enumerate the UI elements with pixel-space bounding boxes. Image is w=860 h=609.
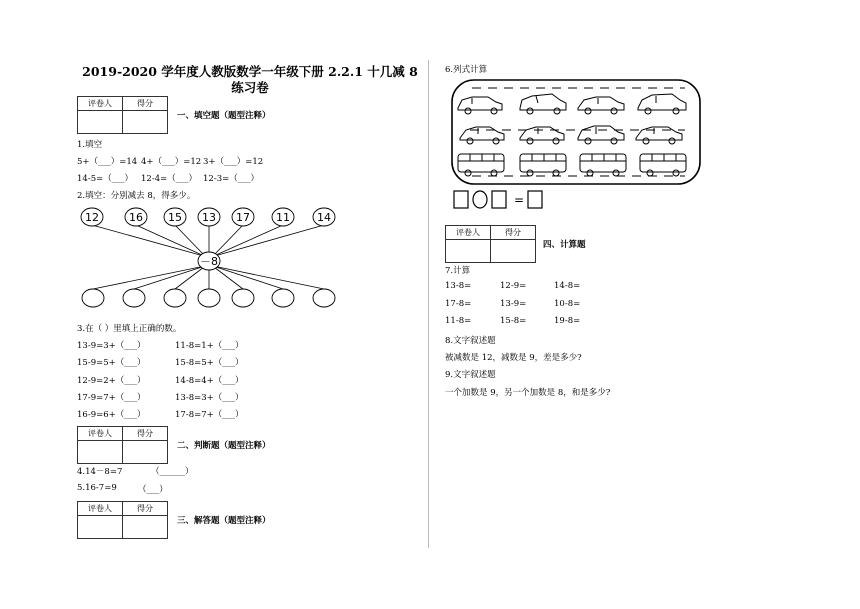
q1-item: 4+（___）=12 [141, 157, 202, 167]
q4-answer: （______） [151, 467, 194, 477]
score-col-reviewer: 评卷人 [78, 502, 123, 516]
score-cell [123, 516, 168, 539]
section-4-heading: 四、计算题 [543, 240, 586, 250]
subtract-8-diagram [76, 203, 348, 313]
q3-item: 17-8=7+（___） [175, 410, 244, 420]
equation-shapes [452, 189, 546, 211]
q5-answer: （___） [138, 485, 168, 495]
q2-label: 2.填空：分别减去 8，得多少。 [77, 191, 196, 201]
answer-circle [313, 289, 335, 307]
page-title: 2019-2020 学年度人教版数学一年级下册 2.2.1 十几减 8 练习卷 [82, 64, 418, 95]
q9-text: 一个加数是 9，另一个加数是 8，和是多少? [445, 388, 611, 398]
q3-item: 15-8=5+（___） [175, 358, 244, 368]
car-row-2 [460, 126, 682, 144]
section-1-heading: 一、填空题（题型注释） [177, 111, 271, 121]
q3-item: 13-9=3+（___） [77, 341, 146, 351]
q1-item: 12-4=（___） [141, 174, 197, 184]
number-label: 14 [317, 211, 331, 224]
q7-item: 12-9= [500, 281, 527, 291]
q3-item: 17-9=7+（___） [77, 393, 146, 403]
q8-text: 被减数是 12，减数是 9，差是多少? [445, 353, 582, 363]
q1-item: 12-3=（___） [203, 174, 259, 184]
score-table-3 [77, 501, 168, 539]
answer-circle [123, 289, 145, 307]
section-2-heading: 二、判断题（题型注释） [177, 441, 271, 451]
q3-item: 12-9=2+（___） [77, 376, 146, 386]
score-col-score: 得分 [123, 427, 168, 441]
minus-8-label: －8 [200, 255, 218, 268]
score-cell [446, 240, 491, 263]
answer-box [528, 191, 542, 208]
score-col-reviewer: 评卷人 [78, 97, 123, 111]
score-table-2 [77, 426, 168, 464]
q3-label: 3.在（ ）里填上正确的数。 [77, 324, 182, 334]
number-label: 16 [129, 211, 143, 224]
q3-item: 14-8=4+（___） [175, 376, 244, 386]
score-table-4 [445, 225, 536, 263]
score-col-score: 得分 [123, 502, 168, 516]
number-label: 15 [168, 211, 182, 224]
q7-label: 7.计算 [445, 266, 471, 276]
answer-circle [232, 289, 254, 307]
score-col-reviewer: 评卷人 [446, 226, 491, 240]
q7-item: 13-8= [445, 281, 472, 291]
score-cell [78, 516, 123, 539]
q3-item: 11-8=1+（___） [175, 341, 244, 351]
q7-item: 10-8= [554, 299, 581, 309]
answer-circle [164, 289, 186, 307]
q1-item: 14-5=（___） [77, 174, 133, 184]
q5-text: 5.16-7=9 [77, 483, 117, 493]
answer-box [492, 191, 506, 208]
q1-item: 3+（___）=12 [203, 157, 264, 167]
score-cell [78, 441, 123, 464]
operator-circle [473, 191, 487, 208]
section-3-heading: 三、解答题（题型注释） [177, 516, 271, 526]
q7-item: 13-9= [500, 299, 527, 309]
q3-item: 15-9=5+（___） [77, 358, 146, 368]
score-col-reviewer: 评卷人 [78, 427, 123, 441]
q7-item: 19-8= [554, 316, 581, 326]
equals-sign: = [514, 193, 525, 207]
answer-circle [272, 289, 294, 307]
q7-item: 11-8= [445, 316, 472, 326]
bus-row [458, 154, 686, 176]
score-col-score: 得分 [123, 97, 168, 111]
answer-box [454, 191, 468, 208]
column-divider [428, 60, 429, 548]
score-cell [123, 111, 168, 134]
q1-label: 1.填空 [77, 140, 103, 150]
answer-circle [82, 289, 104, 307]
q7-item: 17-8= [445, 299, 472, 309]
q8-label: 8.文字叙述题 [445, 336, 496, 346]
car-row-1 [458, 94, 686, 114]
score-cell [123, 441, 168, 464]
q6-label: 6.列式计算 [445, 65, 488, 75]
q9-label: 9.文字叙述题 [445, 370, 496, 380]
q3-item: 13-8=3+（___） [175, 393, 244, 403]
q4-text: 4.14－8=7 [77, 467, 123, 477]
q7-item: 14-8= [554, 281, 581, 291]
q7-item: 15-8= [500, 316, 527, 326]
answer-circle [198, 289, 220, 307]
number-label: 11 [276, 211, 290, 224]
score-col-score: 得分 [491, 226, 536, 240]
number-label: 17 [236, 211, 250, 224]
q3-item: 16-9=6+（___） [77, 410, 146, 420]
vehicles-picture [450, 78, 702, 186]
score-table-1 [77, 96, 168, 134]
number-label: 13 [202, 211, 216, 224]
score-cell [491, 240, 536, 263]
score-cell [78, 111, 123, 134]
q1-item: 5+（___）=14 [77, 157, 138, 167]
number-label: 12 [85, 211, 99, 224]
